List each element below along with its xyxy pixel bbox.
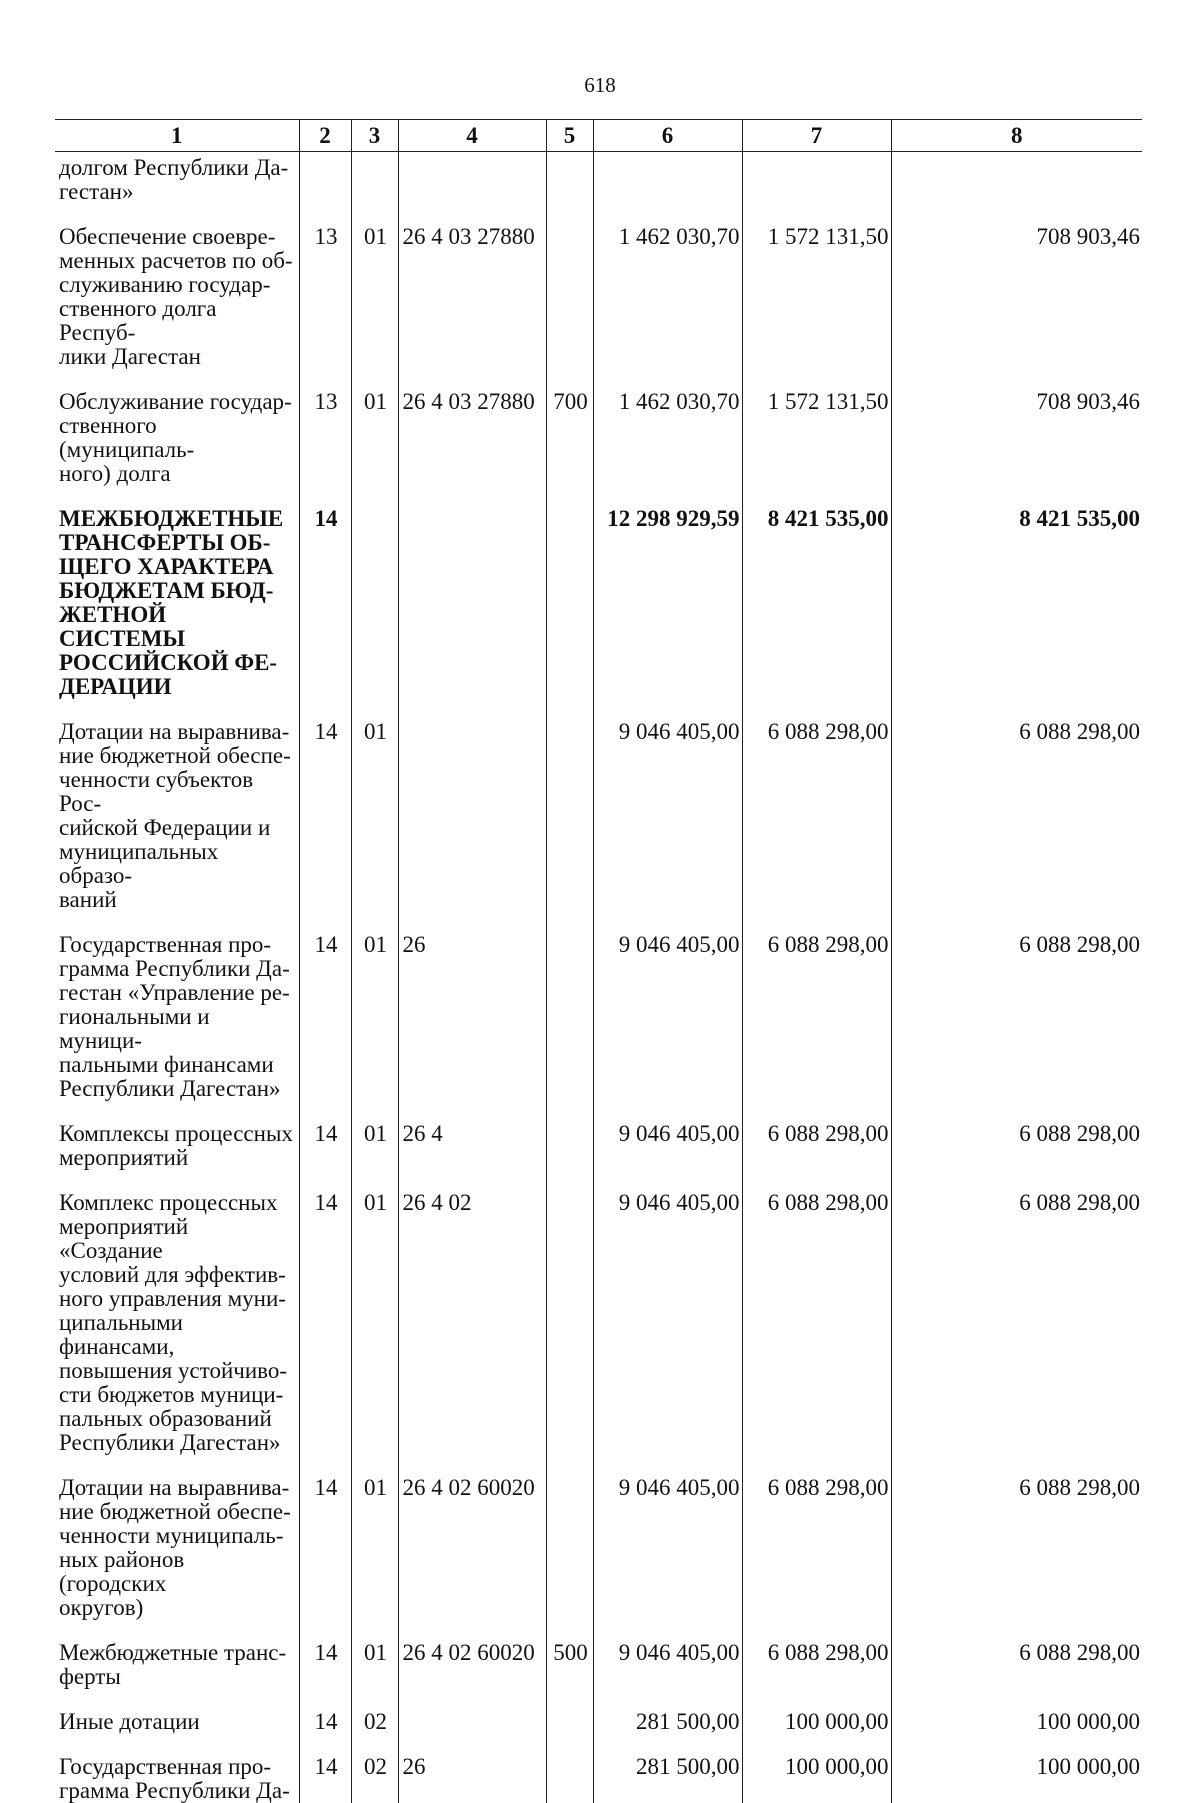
amount-col-6: 9 046 405,00 bbox=[593, 716, 742, 929]
amount-col-7 bbox=[742, 152, 891, 222]
amount-col-6: 9 046 405,00 bbox=[593, 929, 742, 1118]
column-header-7: 7 bbox=[742, 120, 891, 152]
target-article-code bbox=[398, 503, 546, 716]
target-article-code: 26 4 bbox=[398, 1118, 546, 1187]
section-code: 14 bbox=[299, 1187, 351, 1472]
subsection-code: 01 bbox=[351, 221, 398, 386]
section-code: 14 bbox=[299, 1637, 351, 1706]
table-row bbox=[55, 1187, 1142, 1472]
expense-type-code bbox=[546, 1118, 593, 1187]
amount-col-8: 100 000,00 bbox=[891, 1706, 1142, 1751]
column-header-2: 2 bbox=[299, 120, 351, 152]
target-article-code: 26 bbox=[398, 1751, 546, 1803]
table-row bbox=[55, 1118, 1142, 1187]
amount-col-6: 12 298 929,59 bbox=[593, 503, 742, 716]
target-article-code: 26 4 02 60020 bbox=[398, 1472, 546, 1637]
row-name: Обеспечение своевре- менных расчетов по об- служиванию государ- ственного долга Респуб- лики Дагестан bbox=[59, 224, 293, 369]
expense-type-code bbox=[546, 503, 593, 716]
amount-col-8: 6 088 298,00 bbox=[891, 929, 1142, 1118]
amount-col-8: 6 088 298,00 bbox=[891, 1118, 1142, 1187]
amount-col-6: 1 462 030,70 bbox=[593, 221, 742, 386]
amount-col-7: 6 088 298,00 bbox=[742, 929, 891, 1118]
amount-col-7: 8 421 535,00 bbox=[742, 503, 891, 716]
section-code: 14 bbox=[299, 929, 351, 1118]
table-row bbox=[55, 1637, 1142, 1706]
table-row bbox=[55, 221, 1142, 386]
row-name: Государственная про- грамма Республики Да- гестан «Управление ре- гиональными и муници- пальными финансами Республики Дагестан» bbox=[59, 932, 290, 1101]
expense-type-code bbox=[546, 1751, 593, 1803]
expense-type-code bbox=[546, 221, 593, 386]
amount-col-8: 6 088 298,00 bbox=[891, 716, 1142, 929]
amount-col-7: 100 000,00 bbox=[742, 1751, 891, 1803]
subsection-code: 01 bbox=[351, 1187, 398, 1472]
amount-col-8: 6 088 298,00 bbox=[891, 1637, 1142, 1706]
amount-col-7: 6 088 298,00 bbox=[742, 1118, 891, 1187]
subsection-code: 01 bbox=[351, 1637, 398, 1706]
section-code: 14 bbox=[299, 1751, 351, 1803]
amount-col-8 bbox=[891, 152, 1142, 222]
expense-type-code: 700 bbox=[546, 386, 593, 503]
row-name: Межбюджетные транс- ферты bbox=[59, 1640, 287, 1689]
table-row bbox=[55, 716, 1142, 929]
row-name: Комплекс процессных мероприятий «Создание условий для эффектив- ного управления муни- ципальными финансами, повышения устойчиво- сти бюджетов муници- пальных образований Республики Дагестан» bbox=[59, 1190, 287, 1455]
section-code: 14 bbox=[299, 1118, 351, 1187]
amount-col-8: 8 421 535,00 bbox=[891, 503, 1142, 716]
amount-col-6: 281 500,00 bbox=[593, 1751, 742, 1803]
row-name: Дотации на выравнива- ние бюджетной обеспе- ченности муниципаль- ных районов (городских округов) bbox=[59, 1475, 291, 1620]
expense-type-code bbox=[546, 152, 593, 222]
row-name: Обслуживание государ- ственного (муниципаль- ного) долга bbox=[59, 389, 292, 486]
subsection-code bbox=[351, 152, 398, 222]
target-article-code bbox=[398, 152, 546, 222]
target-article-code bbox=[398, 1706, 546, 1751]
column-header-5: 5 bbox=[546, 120, 593, 152]
column-header-3: 3 bbox=[351, 120, 398, 152]
subsection-code: 01 bbox=[351, 1118, 398, 1187]
section-code: 13 bbox=[299, 386, 351, 503]
expense-type-code bbox=[546, 1472, 593, 1637]
column-header-8: 8 bbox=[891, 120, 1142, 152]
page-number: 618 bbox=[584, 73, 616, 97]
budget-table bbox=[55, 119, 1142, 1803]
amount-col-7: 1 572 131,50 bbox=[742, 386, 891, 503]
subsection-code: 01 bbox=[351, 1472, 398, 1637]
amount-col-8: 100 000,00 bbox=[891, 1751, 1142, 1803]
table-row bbox=[55, 152, 1142, 222]
row-name: Комплексы процессных мероприятий bbox=[59, 1121, 293, 1170]
amount-col-8: 6 088 298,00 bbox=[891, 1472, 1142, 1637]
subsection-code: 01 bbox=[351, 716, 398, 929]
amount-col-6: 281 500,00 bbox=[593, 1706, 742, 1751]
expense-type-code bbox=[546, 1706, 593, 1751]
subsection-code: 02 bbox=[351, 1751, 398, 1803]
table-row bbox=[55, 503, 1142, 716]
amount-col-6: 1 462 030,70 bbox=[593, 386, 742, 503]
amount-col-6: 9 046 405,00 bbox=[593, 1118, 742, 1187]
target-article-code: 26 4 03 27880 bbox=[398, 386, 546, 503]
amount-col-8: 708 903,46 bbox=[891, 221, 1142, 386]
subsection-code: 02 bbox=[351, 1706, 398, 1751]
section-code: 14 bbox=[299, 1706, 351, 1751]
section-code bbox=[299, 152, 351, 222]
target-article-code: 26 4 02 bbox=[398, 1187, 546, 1472]
column-header-1: 1 bbox=[55, 120, 299, 152]
target-article-code bbox=[398, 716, 546, 929]
table-row bbox=[55, 1472, 1142, 1637]
row-name: Дотации на выравнива- ние бюджетной обеспе- ченности субъектов Рос- сийской Федерации и муниципальных образо- ваний bbox=[59, 719, 291, 912]
amount-col-6: 9 046 405,00 bbox=[593, 1187, 742, 1472]
amount-col-7: 6 088 298,00 bbox=[742, 716, 891, 929]
target-article-code: 26 4 02 60020 bbox=[398, 1637, 546, 1706]
row-name: МЕЖБЮДЖЕТНЫЕ ТРАНСФЕРТЫ ОБ- ЩЕГО ХАРАКТЕРА БЮДЖЕТАМ БЮД- ЖЕТНОЙ СИСТЕМЫ РОССИЙСКОЙ ФЕ- ДЕРАЦИИ bbox=[59, 506, 284, 699]
amount-col-7: 100 000,00 bbox=[742, 1706, 891, 1751]
target-article-code: 26 bbox=[398, 929, 546, 1118]
amount-col-6: 9 046 405,00 bbox=[593, 1637, 742, 1706]
section-code: 13 bbox=[299, 221, 351, 386]
section-code: 14 bbox=[299, 1472, 351, 1637]
expense-type-code: 500 bbox=[546, 1637, 593, 1706]
section-code: 14 bbox=[299, 503, 351, 716]
expense-type-code bbox=[546, 1187, 593, 1472]
table-row bbox=[55, 929, 1142, 1118]
table-row bbox=[55, 386, 1142, 503]
row-name: Государственная про- грамма Республики Да- bbox=[59, 1754, 290, 1803]
table-row bbox=[55, 1751, 1142, 1803]
amount-col-7: 6 088 298,00 bbox=[742, 1187, 891, 1472]
subsection-code: 01 bbox=[351, 386, 398, 503]
amount-col-6 bbox=[593, 152, 742, 222]
amount-col-7: 6 088 298,00 bbox=[742, 1472, 891, 1637]
amount-col-7: 6 088 298,00 bbox=[742, 1637, 891, 1706]
row-name: Иные дотации bbox=[59, 1709, 200, 1734]
target-article-code: 26 4 03 27880 bbox=[398, 221, 546, 386]
row-name: долгом Республики Да- гестан» bbox=[59, 155, 289, 204]
section-code: 14 bbox=[299, 716, 351, 929]
expense-type-code bbox=[546, 716, 593, 929]
amount-col-6: 9 046 405,00 bbox=[593, 1472, 742, 1637]
subsection-code bbox=[351, 503, 398, 716]
column-header-6: 6 bbox=[593, 120, 742, 152]
table-row bbox=[55, 1706, 1142, 1751]
subsection-code: 01 bbox=[351, 929, 398, 1118]
column-header-4: 4 bbox=[398, 120, 546, 152]
header-row bbox=[55, 120, 1142, 152]
amount-col-7: 1 572 131,50 bbox=[742, 221, 891, 386]
expense-type-code bbox=[546, 929, 593, 1118]
amount-col-8: 708 903,46 bbox=[891, 386, 1142, 503]
amount-col-8: 6 088 298,00 bbox=[891, 1187, 1142, 1472]
